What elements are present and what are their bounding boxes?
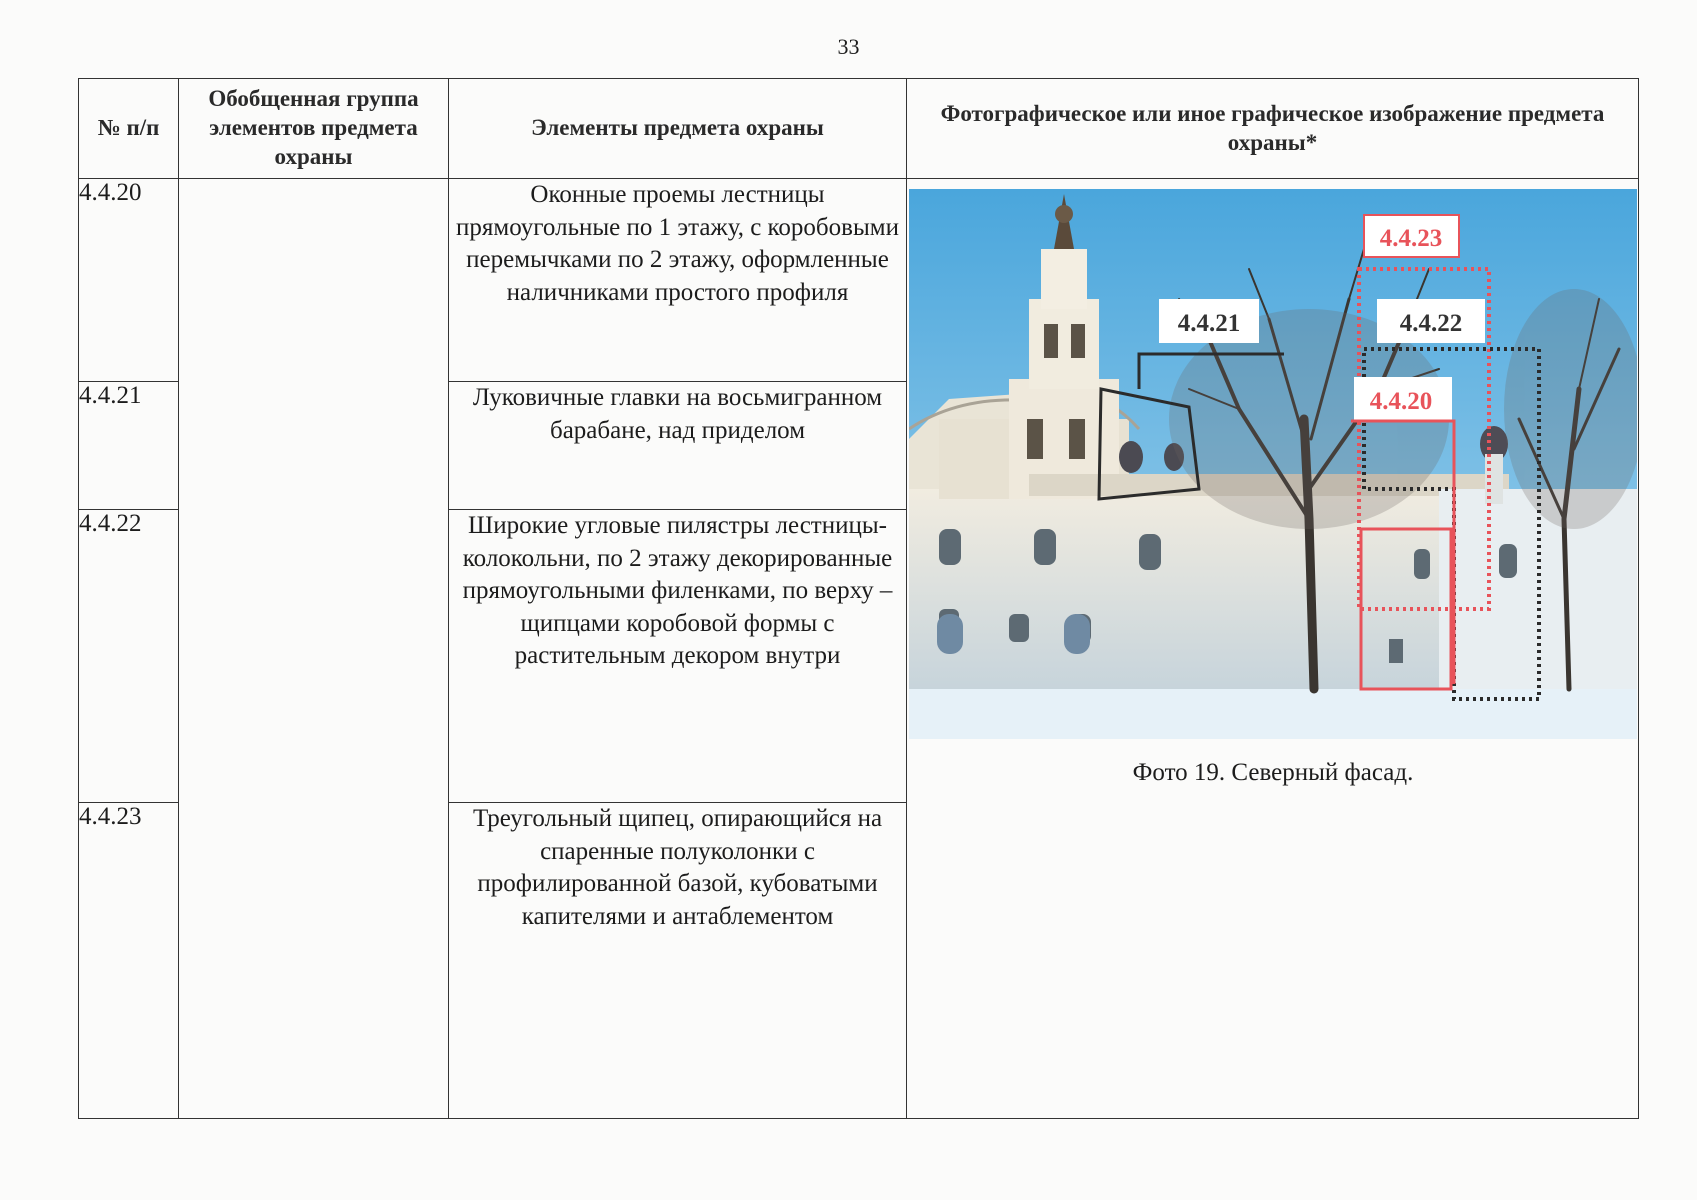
facade-photo [909,189,1637,739]
group-cell [179,179,449,1119]
row-number: 4.4.23 [79,803,179,1119]
element-description: Треугольный щипец, опирающийся на спаренные полуколонки с профилированной базой, кубоватыми капителями и антаблементом [449,803,907,1119]
page-number: 33 [837,34,860,59]
label-4-4-23: 4.4.23 [1379,225,1443,252]
header-image: Фотографическое или иное графическое изображение предмета охраны* [907,79,1639,179]
element-description: Оконные проемы лестницы прямоугольные по 1 этажу, с коробовыми перемычками по 2 этажу, оформленные наличниками простого профиля [449,179,907,382]
element-description: Широкие угловые пилястры лестницы-колокольни, по 2 этажу декорированные прямоугольными филенками, по верху – щипцами коробовой формы с растительным декором внутри [449,510,907,803]
table-header-row [79,79,1639,179]
label-4-4-21: 4.4.21 [1177,310,1241,337]
header-group: Обобщенная группа элементов предмета охраны [179,79,449,179]
header-elements: Элементы предмета охраны [449,79,907,179]
photo-caption: Фото 19. Северный фасад. [1132,759,1414,786]
protection-table [78,78,1639,1119]
label-4-4-20: 4.4.20 [1369,388,1433,415]
label-4-4-22: 4.4.22 [1399,310,1463,337]
header-num: № п/п [79,79,179,179]
row-number: 4.4.22 [79,510,179,803]
row-number: 4.4.20 [79,179,179,382]
image-cell [907,179,1639,1119]
row-number: 4.4.21 [79,382,179,510]
element-description: Луковичные главки на восьмигранном барабане, над приделом [449,382,907,510]
table-row [79,179,1639,382]
